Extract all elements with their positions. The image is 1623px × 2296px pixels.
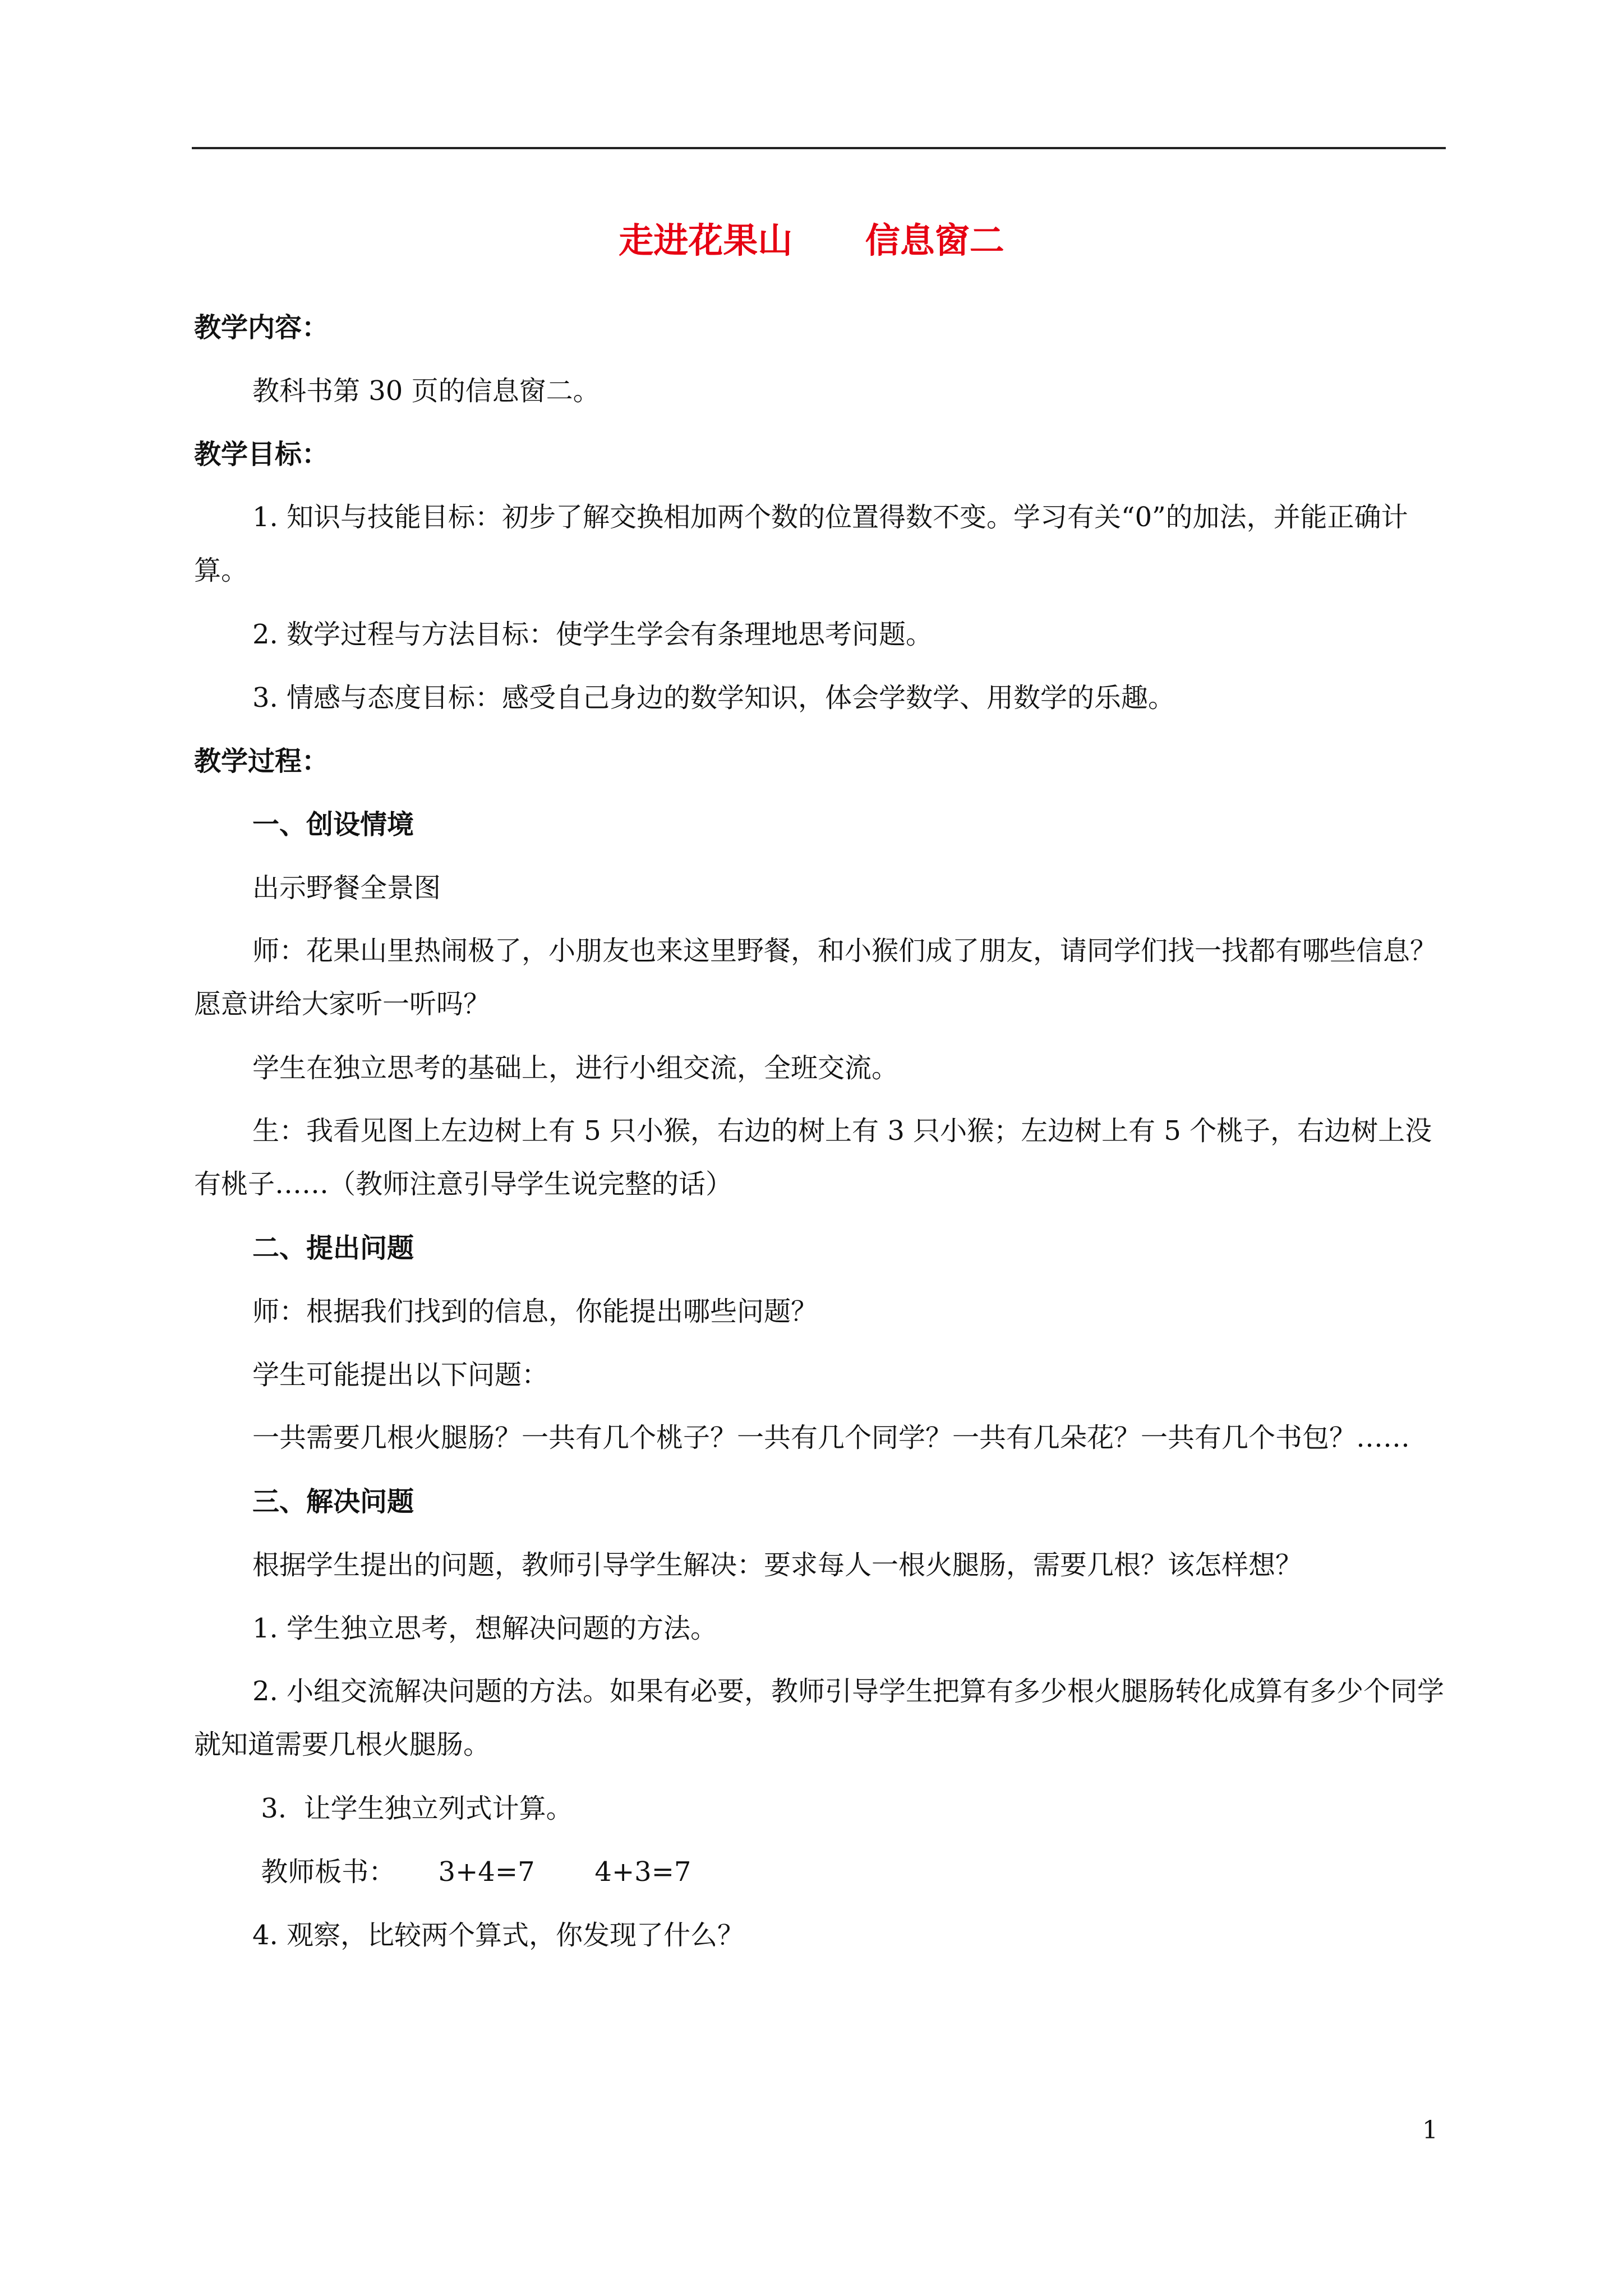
section-heading-2: 二、提出问题 xyxy=(252,1232,414,1264)
board-writing: 教师板书： 3+4=7 4+3=7 xyxy=(252,1856,691,1888)
paragraph: 2. 小组交流解决问题的方法。如果有必要，教师引导学生把算有多少根火腿肠转化成算有多少个同学就知道需要几根火腿肠。 xyxy=(194,1676,1445,1760)
header-rule xyxy=(192,147,1446,149)
document-title: 走进花果山 信息窗二 xyxy=(619,220,1004,261)
paragraph: 3. 情感与态度目标：感受自己身边的数学知识，体会学数学、用数学的乐趣。 xyxy=(252,682,1175,714)
paragraph: 一共需要几根火腿肠？一共有几个桃子？一共有几个同学？一共有几朵花？一共有几个书包？…… xyxy=(252,1422,1410,1453)
paragraph: 2. 数学过程与方法目标：使学生学会有条理地思考问题。 xyxy=(252,619,933,650)
section-heading-3: 三、解决问题 xyxy=(252,1486,414,1517)
paragraph: 1. 学生独立思考，想解决问题的方法。 xyxy=(252,1613,718,1644)
paragraph: 3. 让学生独立列式计算。 xyxy=(252,1793,573,1824)
paragraph: 生：我看见图上左边树上有 5 只小猴，右边的树上有 3 只小猴；左边树上有 5 个桃子，右边树上没有桃子……（教师注意引导学生说完整的话） xyxy=(194,1115,1432,1200)
heading-teaching-process: 教学过程： xyxy=(194,746,329,777)
section-heading-1: 一、创设情境 xyxy=(252,809,414,840)
paragraph: 学生可能提出以下问题： xyxy=(252,1359,549,1391)
paragraph: 师：根据我们找到的信息，你能提出哪些问题？ xyxy=(252,1296,818,1327)
document-body xyxy=(194,296,1445,1967)
paragraph: 根据学生提出的问题，教师引导学生解决：要求每人一根火腿肠，需要几根？该怎样想？ xyxy=(252,1549,1303,1581)
page-number: 1 xyxy=(1422,2116,1438,2145)
paragraph: 出示野餐全景图 xyxy=(252,872,441,904)
paragraph: 教科书第 30 页的信息窗二。 xyxy=(252,375,600,407)
paragraph: 4. 观察，比较两个算式，你发现了什么？ xyxy=(252,1920,745,1951)
paragraph: 学生在独立思考的基础上，进行小组交流，全班交流。 xyxy=(252,1052,899,1084)
heading-teaching-goals: 教学目标： xyxy=(194,439,329,470)
paragraph: 师：花果山里热闹极了，小朋友也来这里野餐，和小猴们成了朋友，请同学们找一找都有哪些信息？愿意讲给大家听一听吗？ xyxy=(194,935,1437,1020)
heading-teaching-content: 教学内容： xyxy=(194,312,329,343)
paragraph: 1. 知识与技能目标：初步了解交换相加两个数的位置得数不变。学习有关“0”的加法，并能正确计算。 xyxy=(194,501,1408,586)
